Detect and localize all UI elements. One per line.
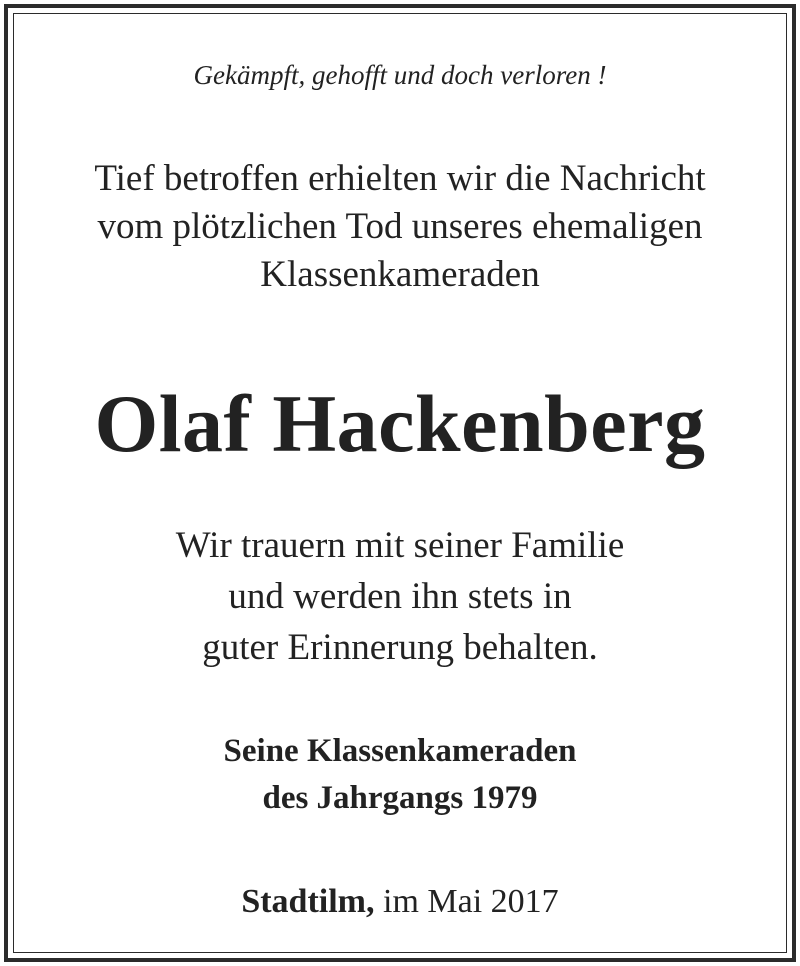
mourning-line: und werden ihn stets in <box>228 576 572 617</box>
intro-line: vom plötzlichen Tod unseres ehemaligen <box>97 206 703 247</box>
mourning-line: guter Erinnerung behalten. <box>202 627 598 668</box>
deceased-name: Olaf Hackenberg <box>94 378 706 469</box>
place-name: Stadtilm, <box>241 883 375 920</box>
mourning-line: Wir trauern mit seiner Familie <box>175 525 625 566</box>
signature-line: des Jahrgangs 1979 <box>262 780 538 816</box>
signature-line: Seine Klassenkameraden <box>223 733 577 769</box>
intro-line: Klassenkameraden <box>260 254 540 295</box>
intro-line: Tief betroffen erhielten wir die Nachricht <box>94 158 706 199</box>
date-text: im Mai 2017 <box>374 883 559 920</box>
obituary-notice <box>14 14 786 952</box>
motto-text: Gekämpft, gehofft und doch verloren ! <box>193 60 607 90</box>
place-date-line <box>14 880 786 924</box>
